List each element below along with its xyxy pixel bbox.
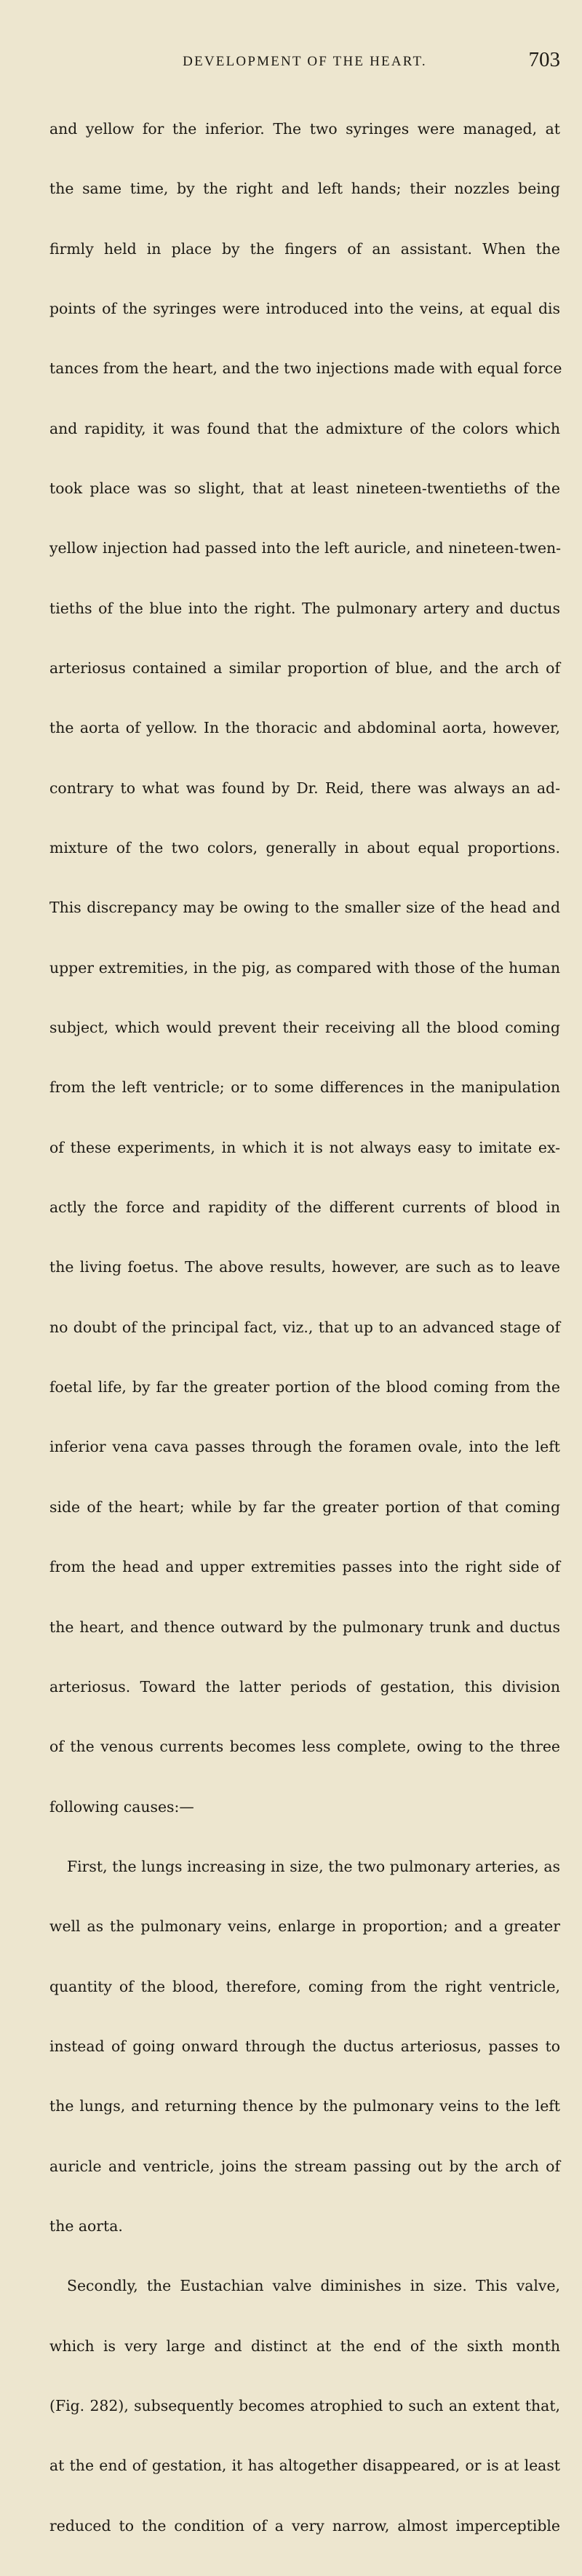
text-line: from the left ventricle; or to some differences in the manipulation: [49, 1078, 560, 1097]
text-line: and rapidity, it was found that the admixture of the colors which: [49, 419, 560, 437]
text-line: actly the force and rapidity of the different currents of blood in: [49, 1198, 560, 1217]
text-line: following causes:—: [49, 1797, 194, 1816]
text-line: arteriosus contained a similar proportion of blue, and the arch of: [49, 659, 560, 677]
text-line: This discrepancy may be owing to the smaller size of the head and: [49, 899, 560, 917]
text-line: foetal life, by far the greater portion of the blood coming from the: [49, 1378, 560, 1396]
text-line: the heart, and thence outward by the pulmonary trunk and ductus: [49, 1618, 560, 1636]
body-text: [49, 79, 560, 2576]
text-line: no doubt of the principal fact, viz., that up to an advanced stage of: [49, 1318, 560, 1336]
text-line: the same time, by the right and left hands; their nozzles being: [49, 180, 560, 198]
text-line: and yellow for the inferior. The two syringes were managed, at: [49, 119, 560, 138]
text-line: at the end of gestation, it has altogether disappeared, or is at least: [49, 2457, 560, 2475]
text-line: quantity of the blood, therefore, coming from the right ventricle,: [49, 1977, 560, 1995]
text-line: (Fig. 282), subsequently becomes atrophied to such an extent that,: [49, 2396, 560, 2414]
text-line: reduced to the condition of a very narrow, almost imperceptible: [49, 2516, 560, 2535]
text-line: auricle and ventricle, joins the stream passing out by the arch of: [49, 2157, 560, 2175]
text-line: instead of going onward through the ductus arteriosus, passes to: [49, 2037, 560, 2055]
text-line: side of the heart; while by far the greater portion of that coming: [49, 1498, 560, 1516]
text-line: upper extremities, in the pig, as compared with those of the human: [49, 958, 560, 977]
page-number: 703: [528, 48, 560, 71]
text-line: the aorta.: [49, 2217, 123, 2235]
text-line: the aorta of yellow. In the thoracic and abdominal aorta, however,: [49, 719, 560, 737]
text-line: Secondly, the Eustachian valve diminishes in size. This valve,: [67, 2277, 560, 2295]
text-line: contrary to what was found by Dr. Reid, there was always an ad-: [49, 779, 560, 797]
text-line: of the venous currents becomes less complete, owing to the three: [49, 1738, 560, 1756]
running-title: DEVELOPMENT OF THE HEART.: [183, 54, 427, 69]
text-line: tances from the heart, and the two injections made with equal force: [49, 359, 562, 378]
text-line: arteriosus. Toward the latter periods of gestation, this division: [49, 1677, 560, 1696]
text-line: subject, which would prevent their receiving all the blood coming: [49, 1019, 560, 1037]
text-line: First, the lungs increasing in size, the two pulmonary arteries, as: [67, 1857, 560, 1875]
text-line: which is very large and distinct at the end of the sixth month: [49, 2337, 560, 2355]
text-line: inferior vena cava passes through the foramen ovale, into the left: [49, 1438, 560, 1456]
running-head: [49, 48, 560, 83]
text-line: yellow injection had passed into the left auricle, and nineteen-twen-: [49, 539, 562, 557]
text-line: mixture of the two colors, generally in about equal proportions.: [49, 839, 560, 857]
text-line: well as the pulmonary veins, enlarge in proportion; and a greater: [49, 1917, 560, 1936]
text-line: points of the syringes were introduced into the veins, at equal dis: [49, 299, 560, 317]
text-line: from the head and upper extremities passes into the right side of: [49, 1558, 560, 1576]
text-line: took place was so slight, that at least nineteen-twentieths of the: [49, 479, 560, 497]
text-line: tieths of the blue into the right. The pulmonary artery and ductus: [49, 599, 560, 617]
text-line: the lungs, and returning thence by the pulmonary veins to the left: [49, 2097, 560, 2115]
text-line: firmly held in place by the fingers of an assistant. When the: [49, 239, 560, 258]
text-line: the living foetus. The above results, however, are such as to leave: [49, 1258, 560, 1276]
text-line: of these experiments, in which it is not always easy to imitate ex-: [49, 1138, 560, 1156]
